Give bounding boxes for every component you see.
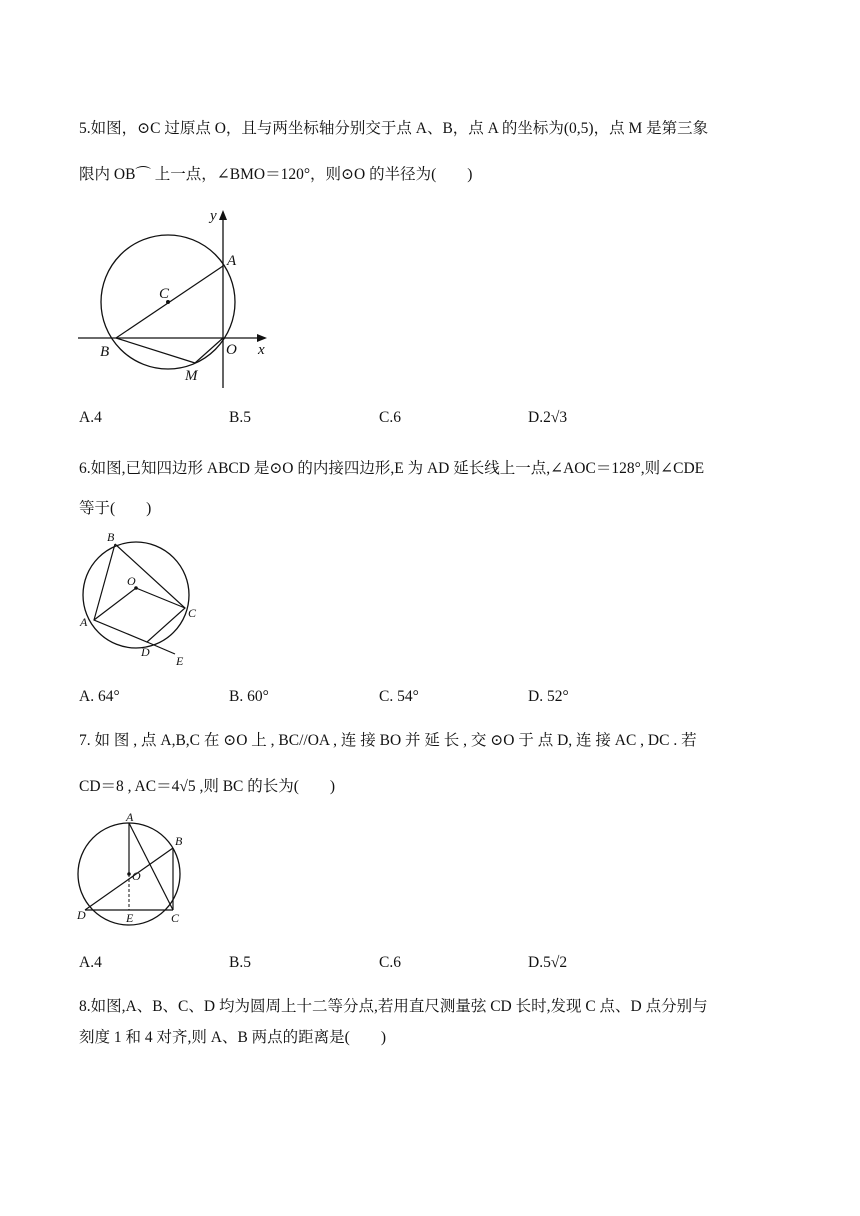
q6-option-a[interactable]: A. 64° bbox=[79, 688, 120, 705]
q5-label-x: x bbox=[258, 342, 265, 358]
q6-text-line2: 等于( ) bbox=[79, 500, 152, 517]
q5-label-o: O bbox=[226, 342, 237, 358]
q5-option-d[interactable]: D.2√3 bbox=[528, 409, 568, 426]
q5-label-c: C bbox=[159, 286, 170, 302]
q5-figure bbox=[75, 205, 285, 395]
q7-text-line2: CD＝8 , AC＝4√5 ,则 BC 的长为( ) bbox=[79, 778, 336, 795]
q7-label-b: B bbox=[175, 834, 183, 848]
q5-label-b: B bbox=[100, 344, 110, 360]
q6-label-c: C bbox=[188, 606, 197, 620]
q5-label-y: y bbox=[210, 208, 217, 224]
q7-text-line1: 7. 如 图 , 点 A,B,C 在 ⊙O 上 , BC//OA , 连 接 BO 并 延 长 , 交 ⊙O 于 点 D, 连 接 AC , DC . 若 bbox=[79, 732, 697, 749]
q6-label-b: B bbox=[107, 530, 115, 544]
q7-figure bbox=[75, 810, 195, 925]
q7-label-e: E bbox=[126, 911, 134, 925]
q5-label-a: A bbox=[227, 253, 237, 269]
q6-figure bbox=[75, 528, 205, 673]
q7-option-a[interactable]: A.4 bbox=[79, 954, 102, 971]
q7-option-b[interactable]: B.5 bbox=[229, 954, 251, 971]
q7-option-d[interactable]: D.5√2 bbox=[528, 954, 568, 971]
q6-option-b[interactable]: B. 60° bbox=[229, 688, 269, 705]
q5-option-a[interactable]: A.4 bbox=[79, 409, 102, 426]
q7-label-a: A bbox=[126, 810, 134, 824]
q7-option-c[interactable]: C.6 bbox=[379, 954, 401, 971]
q5-option-c[interactable]: C.6 bbox=[379, 409, 401, 426]
q6-text-line1: 6.如图,已知四边形 ABCD 是⊙O 的内接四边形,E 为 AD 延长线上一点,∠AOC＝128°,则∠CDE bbox=[79, 460, 705, 477]
q5-option-b[interactable]: B.5 bbox=[229, 409, 251, 426]
q7-label-c: C bbox=[171, 911, 180, 925]
q5-label-m: M bbox=[185, 368, 198, 384]
q7-label-o: O bbox=[132, 869, 141, 883]
q7-label-d: D bbox=[77, 908, 86, 922]
q8-text-line2: 刻度 1 和 4 对齐,则 A、B 两点的距离是( ) bbox=[79, 1029, 386, 1046]
q6-label-d: D bbox=[141, 645, 150, 659]
q6-label-a: A bbox=[80, 615, 88, 629]
q6-label-e: E bbox=[176, 654, 184, 668]
q6-option-c[interactable]: C. 54° bbox=[379, 688, 419, 705]
q5-text-line1: 5.如图，⊙C 过原点 O，且与两坐标轴分别交于点 A、B，点 A 的坐标为(0,5)，点 M 是第三象 bbox=[79, 120, 709, 137]
q5-text-line2: 限内 OB⌒ 上一点，∠BMO＝120°，则⊙O 的半径为( ) bbox=[79, 166, 473, 183]
q6-option-d[interactable]: D. 52° bbox=[528, 688, 569, 705]
q8-text-line1: 8.如图,A、B、C、D 均为圆周上十二等分点,若用直尺测量弦 CD 长时,发现 C 点、D 点分别与 bbox=[79, 998, 708, 1015]
q6-label-o: O bbox=[127, 574, 136, 588]
